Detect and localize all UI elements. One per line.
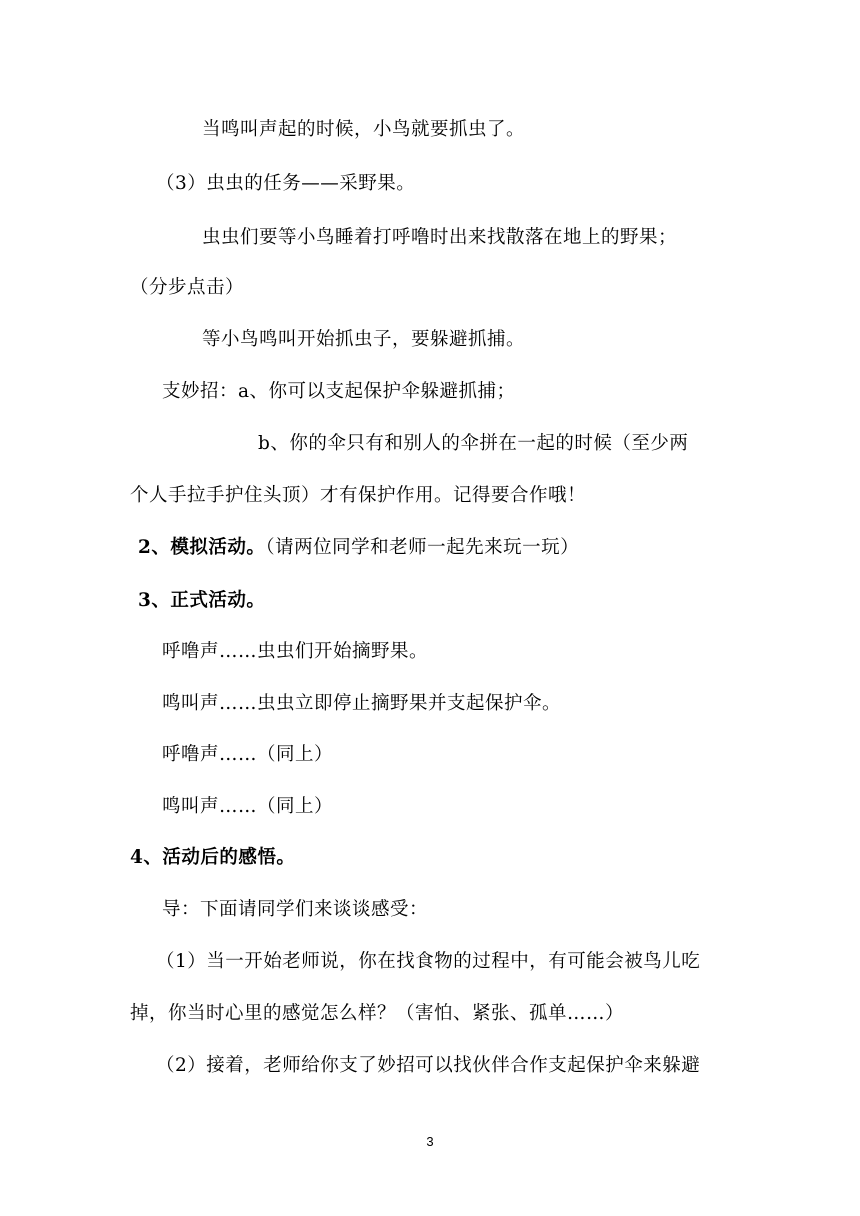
section-heading: 2、模拟活动。 [138,537,266,558]
text-line: （3）虫虫的任务——采野果。 [156,173,416,194]
text-line: b、你的伞只有和别人的伞拼在一起的时候（至少两 [258,433,689,454]
text-line: 当鸣叫声起的时候，小鸟就要抓虫了。 [202,119,526,140]
text-line: 导：下面请同学们来谈谈感受： [162,899,429,920]
text-line: （1）当一开始老师说，你在找食物的过程中，有可能会被鸟儿吃 [156,951,701,972]
section-heading: 3、正式活动。 [138,590,266,611]
text-line: 掉，你当时心里的感觉怎么样？（害怕、紧张、孤单……） [130,1003,625,1024]
text-line: 等小鸟鸣叫开始抓虫子，要躲避抓捕。 [202,329,526,350]
text-line: 呼噜声……虫虫们开始摘野果。 [162,641,429,662]
text-line: 鸣叫声……虫虫立即停止摘野果并支起保护伞。 [162,693,562,714]
text-line: 个人手拉手护住头顶）才有保护作用。记得要合作哦！ [130,485,587,506]
text-line: 虫虫们要等小鸟睡着打呼噜时出来找散落在地上的野果； [202,227,678,248]
text-line: （分步点击） [130,277,245,298]
section-line-2 [138,536,579,560]
section-heading: 4、活动后的感悟。 [130,847,296,868]
text-line: 支妙招：a、你可以支起保护伞躲避抓捕； [162,381,516,402]
text-line: （2）接着，老师给你支了妙招可以找伙伴合作支起保护伞来躲避 [156,1055,701,1076]
page-number: 3 [426,1134,434,1149]
text-line: 鸣叫声……（同上） [162,796,334,817]
text-line: 呼噜声……（同上） [162,744,334,765]
section-note: （请两位同学和老师一起先来玩一玩） [265,537,580,558]
